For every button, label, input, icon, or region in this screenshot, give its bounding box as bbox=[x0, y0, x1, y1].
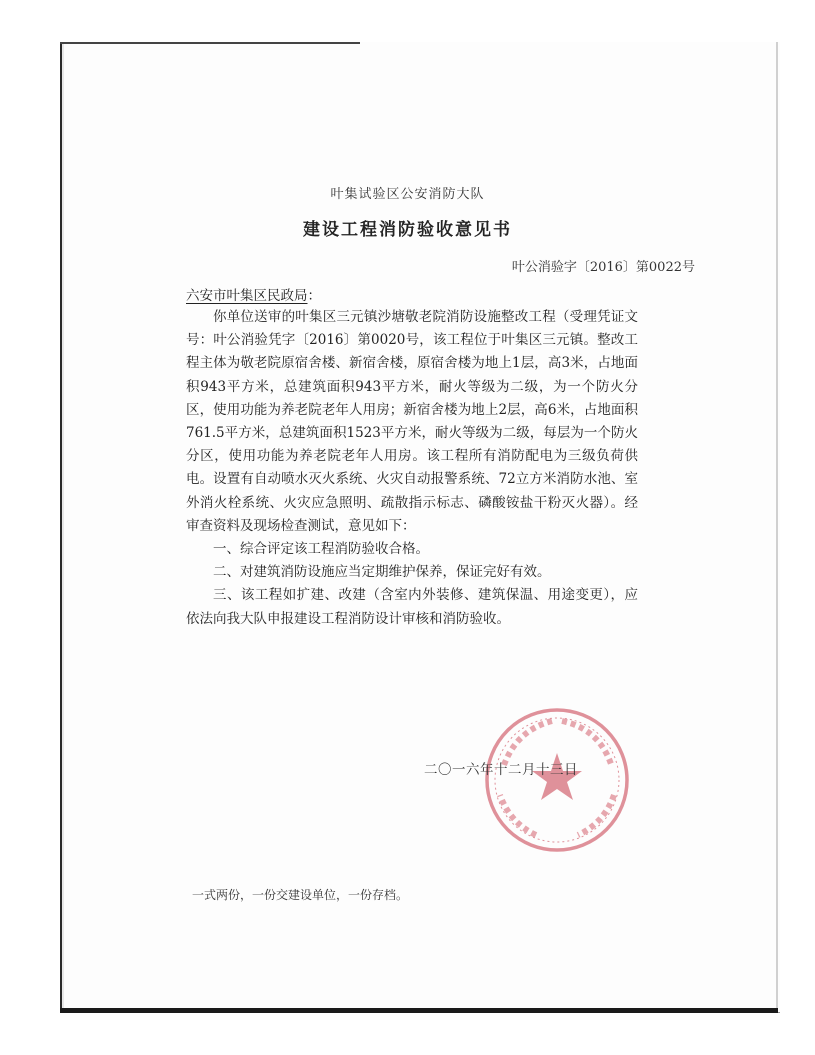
body-paragraph-intro: 你单位送审的叶集区三元镇沙塘敬老院消防设施整改工程（受理凭证文号：叶公消验凭字〔2016〕第0020号，该工程位于叶集区三元镇。整改工程主体为敬老院原宿舍楼、新宿舍楼，原宿舍楼为地上1层，高3米，占地面积943平方米，总建筑面积943平方米，耐火等级为二级，为一个防火分区，使用功能为养老院老年人用房；新宿舍楼为地上2层，高6米，占地面积761.5平方米，总建筑面积1523平方米，耐火等级为二级，每层为一个防火分区，使用功能为养老院老年人用房。该工程所有消防配电为三级负荷供电。设置有自动喷水灭火系统、火灾自动报警系统、72立方米消防水池、室外消火栓系统、火灾应急照明、疏散指示标志、磷酸铵盐干粉灭火器）。经审查资料及现场检查测试，意见如下： bbox=[186, 309, 638, 534]
addressee bbox=[186, 284, 321, 304]
document-title: 建设工程消防验收意见书 bbox=[303, 220, 512, 240]
document-date: 二〇一六年十二月十三日 bbox=[424, 762, 578, 778]
copies-note: 一式两份，一份交建设单位，一份存档。 bbox=[192, 888, 409, 902]
document-body bbox=[186, 306, 638, 631]
issuing-organization: 叶集试验区公安消防大队 bbox=[330, 187, 485, 202]
document-number: 叶公消验字〔2016〕第0022号 bbox=[511, 260, 695, 275]
scan-edge-top bbox=[60, 42, 360, 44]
official-seal bbox=[482, 705, 632, 855]
body-paragraph-opinion-2: 二、对建筑消防设施应当定期维护保养，保证完好有效。 bbox=[213, 564, 551, 581]
scan-edge-bottom bbox=[60, 1008, 778, 1013]
addressee-colon: ： bbox=[307, 288, 321, 304]
body-paragraph-opinion-3: 三、该工程如扩建、改建（含室内外装修、建筑保温、用途变更），应依法向我大队申报建设工程消防设计审核和消防验收。 bbox=[186, 587, 638, 627]
body-paragraph-opinion-1: 一、综合评定该工程消防验收合格。 bbox=[213, 541, 429, 558]
addressee-name: 六安市叶集区民政局 bbox=[186, 288, 308, 304]
